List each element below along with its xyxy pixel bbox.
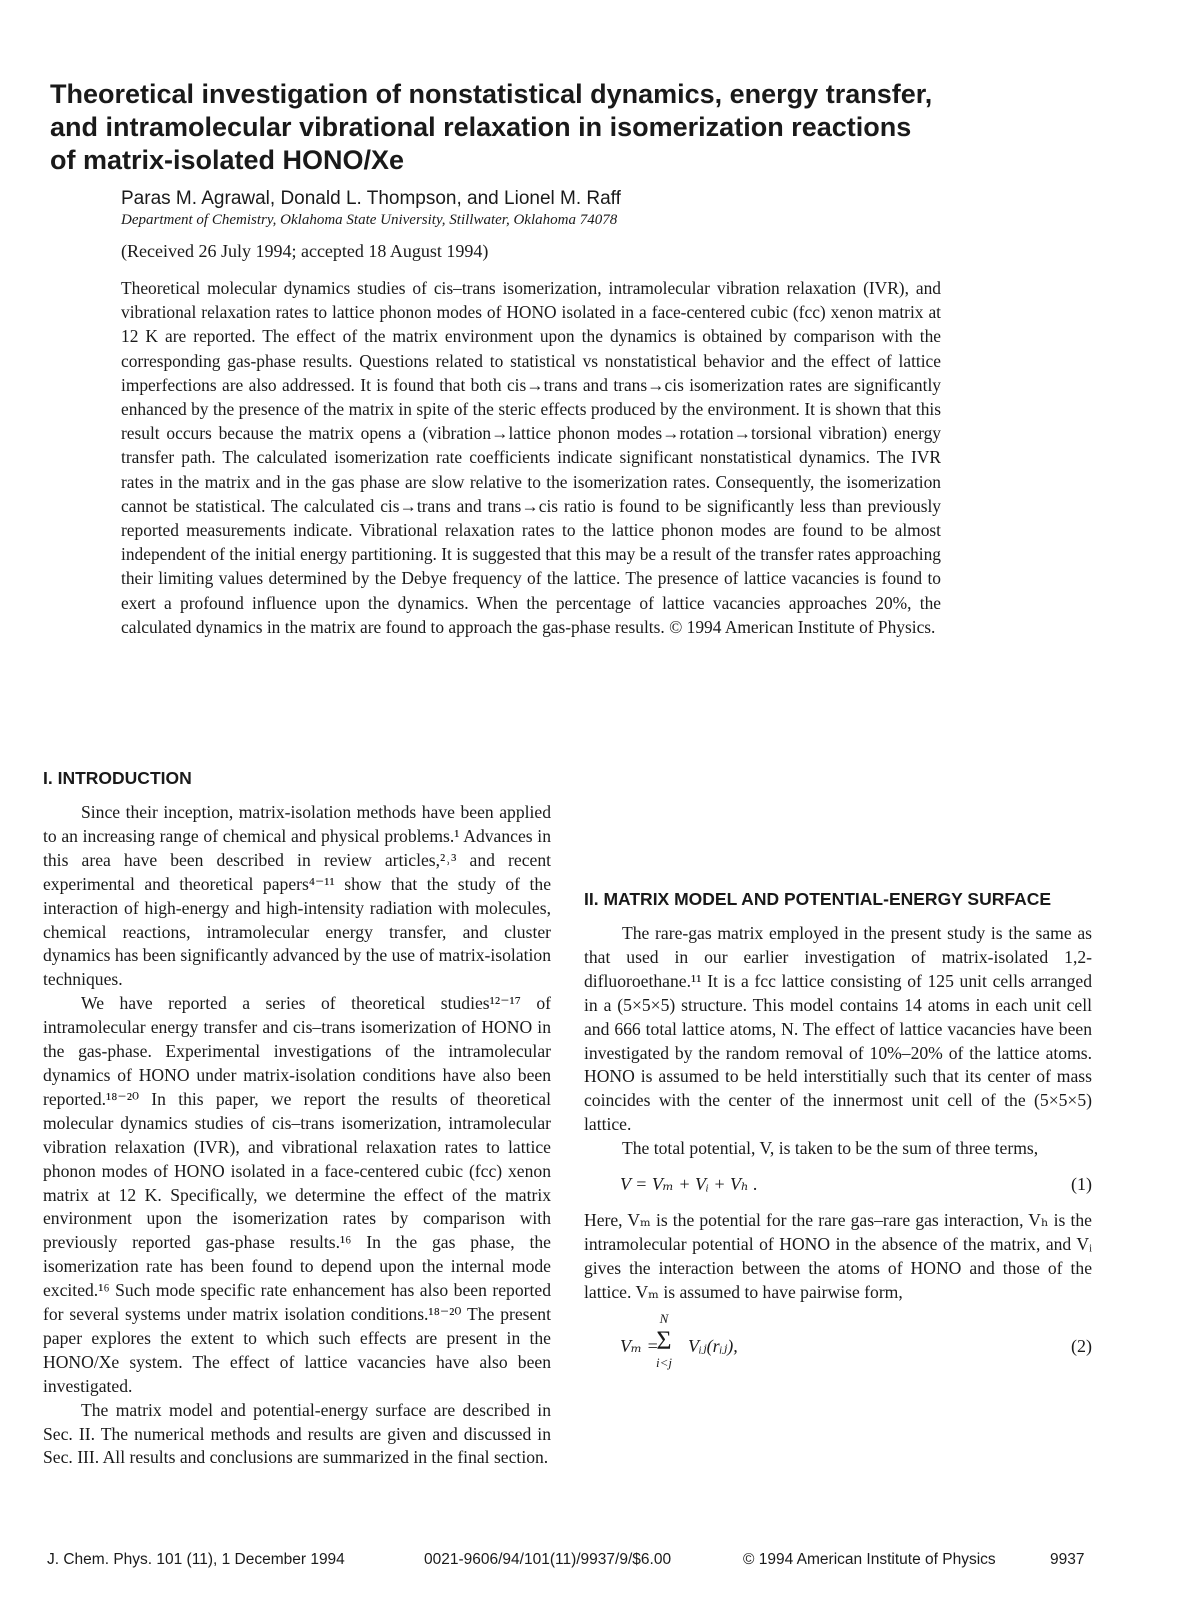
title-line-1: Theoretical investigation of nonstatistical dynamics, energy transfer, [50,79,933,109]
left-column [43,767,551,1470]
section2-paragraph-1: The rare-gas matrix employed in the present study is the same as that used in our earlier investigation of matrix-isolated 1,2-difluoroethane.¹¹ It is a fcc lattice consisting of 125 unit cells arranged in a (5×5×5) structure. This model contains 14 atoms in each unit cell and 666 total lattice atoms, N. The effect of lattice vacancies have been investigated by the random removal of 10%–20% of the lattice atoms. HONO is assumed to be held interstitially such that its center of mass coincides with the center of the innermost unit cell of the (5×5×5) lattice. [584,923,1092,1135]
intro-paragraph-2: We have reported a series of theoretical studies¹²⁻¹⁷ of intramolecular energy transfer and cis–trans isomerization of HONO in the gas-phase. Experimental investigations of the intramolecular dynamics of HONO under matrix-isolation conditions have also been reported.¹⁸⁻²⁰ In this paper, we report the results of theoretical molecular dynamics studies of cis–trans isomerization, intramolecular vibration relaxation (IVR), and vibrational relaxation rates to lattice phonon modes of HONO isolated in a face-centered cubic (fcc) xenon matrix at 12 K. Specifically, we determine the effect of the matrix environment upon the isomerization rates by comparison with previously reported gas-phase results.¹⁶ In the gas phase, the isomerization rate has been found to depend upon the internal mode excited.¹⁶ Such mode specific rate enhancement has also been reported for several systems under matrix isolation conditions.¹⁸⁻²⁰ The present paper explores the extent to which such effects are present in the HONO/Xe system. The effect of lattice vacancies have also been investigated. [43,993,551,1396]
summation-sign: Σ [656,1325,672,1355]
footer-journal: J. Chem. Phys. 101 (11), 1 December 1994 [47,1551,345,1568]
section-heading-matrix-model: II. MATRIX MODEL AND POTENTIAL-ENERGY SURFACE [584,889,1052,909]
section-heading-introduction: I. INTRODUCTION [43,768,192,788]
equation-2-term: Vᵢⱼ(rᵢⱼ), [688,1335,738,1356]
equation-1-body: V = Vₘ + Vᵢ + Vₕ . [620,1174,758,1195]
summation-lower-limit: i<j [656,1354,672,1370]
summation-symbol [644,1311,684,1371]
equation-1-number: (1) [1071,1174,1092,1195]
affiliation: Department of Chemistry, Oklahoma State University, Stillwater, Oklahoma 74078 [121,212,618,228]
intro-paragraph-1: Since their inception, matrix-isolation methods have been applied to an increasing range of chemical and physical problems.¹ Advances in this area have been described in review articles,²˒³ and recent experimental and theoretical papers⁴⁻¹¹ show that the study of the interaction of high-energy and high-intensity radiation with molecules, chemical reactions, intramolecular energy transfer, and cluster dynamics has been significantly advanced by the use of matrix-isolation techniques. [43,802,551,990]
received-dates: (Received 26 July 1994; accepted 18 August 1994) [121,241,489,261]
right-column [584,770,1092,1389]
paper-title [50,78,1050,177]
footer-page-number: 9937 [1050,1551,1085,1568]
equation-2-number: (2) [1071,1335,1092,1356]
summation-upper-limit: N [659,1310,669,1326]
section2-paragraph-2: The total potential, V, is taken to be the sum of three terms, [622,1138,1039,1159]
title-line-2: and intramolecular vibrational relaxation in isomerization reactions [50,112,912,142]
footer-copyright: © 1994 American Institute of Physics [743,1551,996,1568]
equation-2 [584,1311,1092,1383]
author-list: Paras M. Agrawal, Donald L. Thompson, and Lionel M. Raff [121,188,621,209]
equation-1 [584,1167,1092,1203]
section2-paragraph-3: Here, Vₘ is the potential for the rare gas–rare gas interaction, Vₕ is the intramolecular potential of HONO in the absence of the matrix, and Vᵢ gives the interaction between the atoms of HONO and those of the lattice. Vₘ is assumed to have pairwise form, [584,1210,1092,1302]
title-line-3: of matrix-isolated HONO/Xe [50,145,405,175]
footer-article-code: 0021-9606/94/101(11)/9937/9/$6.00 [424,1551,672,1568]
equation-2-lhs: Vₘ = [620,1335,659,1356]
abstract: Theoretical molecular dynamics studies of cis–trans isomerization, intramolecular vibration relaxation (IVR), and vibrational relaxation rates to lattice phonon modes of HONO isolated in a face-centered cubic (fcc) xenon matrix at 12 K are reported. The effect of the matrix environment upon the dynamics is obtained by comparison with the corresponding gas-phase results. Questions related to statistical vs nonstatistical behavior and the effect of lattice imperfections are also addressed. It is found that both cis→trans and trans→cis isomerization rates are significantly enhanced by the presence of the matrix in spite of the steric effects produced by the environment. It is shown that this result occurs because the matrix opens a (vibration→lattice phonon modes→rotation→torsional vibration) energy transfer path. The calculated isomerization rate coefficients indicate significant nonstatistical dynamics. The IVR rates in the matrix and in the gas phase are slow relative to the isomerization rates. Consequently, the isomerization cannot be statistical. The calculated cis→trans and trans→cis ratio is found to be significantly less than previously reported measurements indicate. Vibrational relaxation rates to the lattice phonon modes are found to be almost independent of the initial energy partitioning. It is suggested that this may be a result of the transfer rates approaching their limiting values determined by the Debye frequency of the lattice. The presence of lattice vacancies is found to exert a profound influence upon the dynamics. When the percentage of lattice vacancies approaches 20%, the calculated dynamics in the matrix are found to approach the gas-phase results. © 1994 American Institute of Physics. [121,278,941,637]
intro-paragraph-3: The matrix model and potential-energy surface are described in Sec. II. The numerical methods and results are given and discussed in Sec. III. All results and conclusions are summarized in the final section. [43,1399,551,1468]
